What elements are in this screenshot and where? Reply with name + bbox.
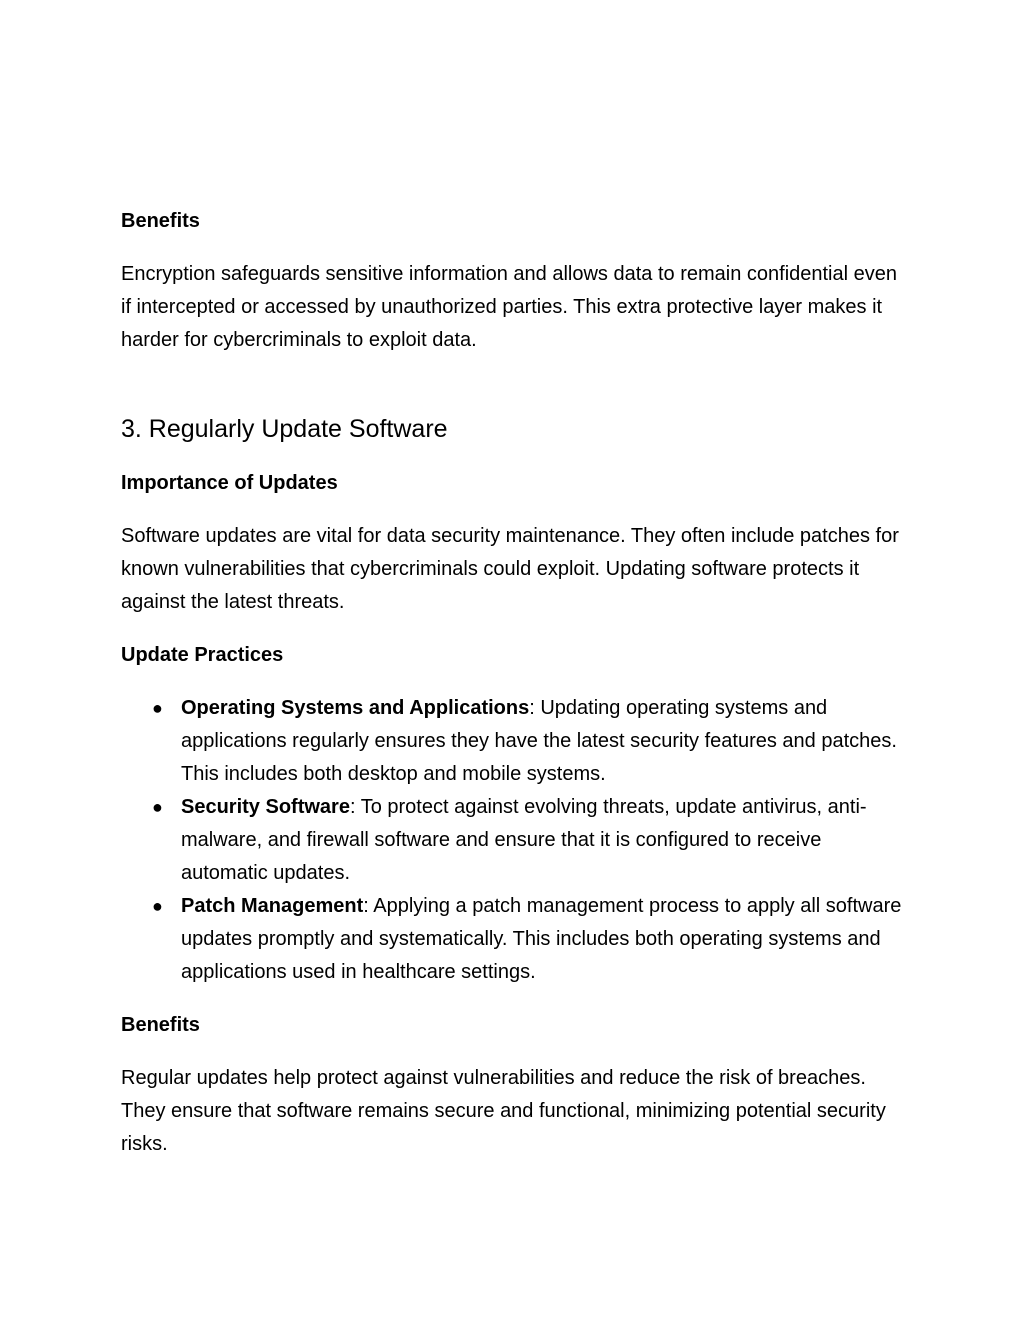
list-item — [121, 791, 911, 890]
list-item-term: Security Software — [181, 796, 350, 818]
list-item-text: : Applying a patch management process to apply all software updates promptly and systematically. This includes both operating systems and applications used in healthcare settings. — [181, 895, 902, 983]
importance-paragraph: Software updates are vital for data security maintenance. They often include patches for known vulnerabilities that cybercriminals could exploit. Updating software protects it against the latest threats. — [121, 525, 899, 613]
list-item-term: Operating Systems and Applications — [181, 697, 530, 719]
list-item-text: : To protect against evolving threats, update antivirus, anti-malware, and firewall software and ensure that it is configured to receive automatic updates. — [181, 796, 867, 884]
section-title-update-software: 3. Regularly Update Software — [121, 415, 448, 443]
list-item — [121, 692, 911, 791]
benefits-paragraph-2: Regular updates help protect against vulnerabilities and reduce the risk of breaches. They ensure that software remains secure and functional, minimizing potential security risks. — [121, 1067, 886, 1155]
practices-list — [121, 692, 911, 989]
benefits-paragraph: Encryption safeguards sensitive information and allows data to remain confidential even if intercepted or accessed by unauthorized parties. This extra protective layer makes it harder for cybercriminals to exploit data. — [121, 263, 897, 351]
bullet-icon: ● — [152, 698, 163, 718]
benefits-heading: Benefits — [121, 210, 200, 232]
bullet-icon: ● — [152, 896, 163, 916]
document-page — [121, 205, 911, 1161]
bullet-icon: ● — [152, 797, 163, 817]
list-item-text: : Updating operating systems and applications regularly ensures they have the latest security features and patches. This includes both desktop and mobile systems. — [181, 697, 897, 785]
benefits-heading-2: Benefits — [121, 1014, 200, 1036]
list-item-term: Patch Management — [181, 895, 364, 917]
importance-heading: Importance of Updates — [121, 472, 338, 494]
practices-heading: Update Practices — [121, 644, 284, 666]
list-item — [121, 890, 911, 989]
